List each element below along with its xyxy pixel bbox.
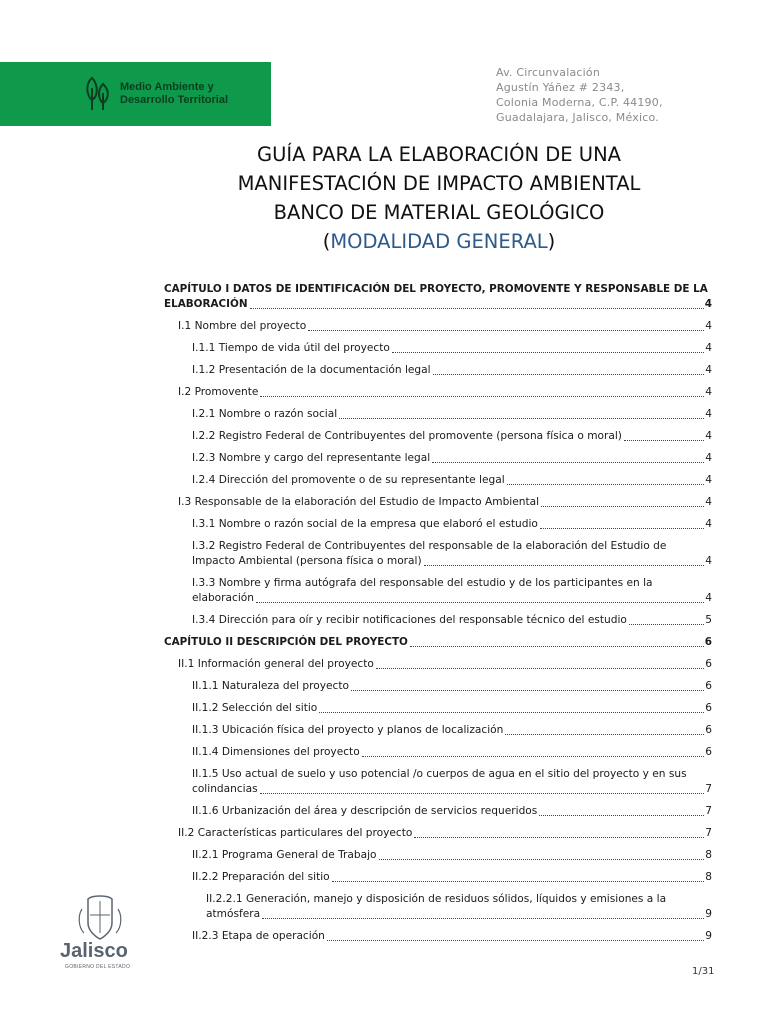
toc-entry-page: 6 <box>705 702 712 714</box>
toc-entry-page: 9 <box>705 908 712 920</box>
toc-entry-text: II.1.5 Uso actual de suelo y uso potencial /o cuerpos de agua en el sitio del proyecto y en sus colindancias <box>192 768 687 795</box>
toc-entry-page: 4 <box>705 592 712 604</box>
toc-entry-page: 4 <box>705 430 712 442</box>
title-line-1: GUÍA PARA LA ELABORACIÓN DE UNA <box>256 143 622 166</box>
toc-entry-page: 7 <box>705 805 712 817</box>
toc-dot-leader <box>379 858 704 860</box>
toc-entry-text: II.2.2 Preparación del sitio <box>192 871 330 883</box>
title-line-3: BANCO DE MATERIAL GEOLÓGICO <box>273 201 605 224</box>
toc-entry-text: I.2.3 Nombre y cargo del representante legal <box>192 452 431 464</box>
jalisco-logo-subtitle: GOBIERNO DEL ESTADO <box>65 964 131 970</box>
toc-entry[interactable] <box>192 723 712 738</box>
toc-entry-page: 4 <box>705 474 712 486</box>
title-modalidad <box>0 227 768 256</box>
toc-entry-text: II.1.2 Selección del sitio <box>192 702 318 714</box>
toc-entry-page: 4 <box>705 364 712 376</box>
toc-dot-leader <box>260 792 704 794</box>
toc-dot-leader <box>351 689 704 691</box>
org-name-line2: Desarrollo Territorial <box>120 94 228 106</box>
page-number: 1/31 <box>692 966 715 977</box>
toc-entry-page: 4 <box>705 496 712 508</box>
toc-dot-leader <box>308 329 704 331</box>
toc-entry-page: 9 <box>705 930 712 942</box>
toc-entry[interactable] <box>178 826 712 841</box>
toc-entry-text: I.3.4 Dirección para oír y recibir notificaciones del responsable técnico del estudio <box>192 614 627 626</box>
toc-entry[interactable] <box>192 451 712 466</box>
toc-dot-leader <box>260 395 704 397</box>
toc-entry-page: 7 <box>705 827 712 839</box>
toc-entry-text: II.1 Información general del proyecto <box>178 658 374 670</box>
toc-entry[interactable] <box>192 767 712 797</box>
org-banner <box>0 62 271 126</box>
toc-entry[interactable] <box>192 679 712 694</box>
toc-dot-leader <box>505 733 704 735</box>
toc-entry-page: 7 <box>705 783 712 795</box>
toc-entry-text: II.2.2.1 Generación, manejo y disposición de residuos sólidos, líquidos y emisiones a la atmósfera <box>206 893 667 920</box>
toc-entry-text: II.2 Características particulares del proyecto <box>178 827 413 839</box>
toc-entry-page: 4 <box>705 342 712 354</box>
toc-dot-leader <box>262 917 704 919</box>
toc-entry-text: II.1.6 Urbanización del área y descripción de servicios requeridos <box>192 805 538 817</box>
toc-entry[interactable] <box>192 429 712 444</box>
toc-dot-leader <box>327 939 704 941</box>
toc-entry-text: II.2.1 Programa General de Trabajo <box>192 849 377 861</box>
toc-entry-page: 6 <box>705 658 712 670</box>
toc-dot-leader <box>392 351 704 353</box>
toc-entry-text: I.1.2 Presentación de la documentación legal <box>192 364 431 376</box>
trees-icon <box>84 76 112 112</box>
toc-entry[interactable] <box>192 576 712 606</box>
toc-dot-leader <box>319 711 704 713</box>
toc-entry-page: 8 <box>705 871 712 883</box>
toc-entry-text: I.2 Promovente <box>178 386 259 398</box>
toc-entry-page: 6 <box>704 636 712 648</box>
toc-entry-page: 6 <box>705 680 712 692</box>
toc-entry-text: I.2.4 Dirección del promovente o de su representante legal <box>192 474 505 486</box>
toc-dot-leader <box>541 505 704 507</box>
toc-dot-leader <box>507 483 704 485</box>
toc-entry[interactable] <box>192 745 712 760</box>
toc-entry[interactable] <box>192 473 712 488</box>
org-name <box>120 81 228 107</box>
jalisco-logo-name: Jalisco <box>60 940 128 962</box>
org-name-line1: Medio Ambiente y <box>120 81 214 93</box>
toc-dot-leader <box>433 373 704 375</box>
toc-entry-text: II.1.4 Dimensiones del proyecto <box>192 746 360 758</box>
toc-dot-leader <box>339 417 704 419</box>
toc-entry-page: 8 <box>705 849 712 861</box>
toc-dot-leader <box>256 601 704 603</box>
address-line: Colonia Moderna, C.P. 44190, <box>496 96 663 109</box>
modalidad-text: MODALIDAD GENERAL <box>330 230 548 253</box>
toc-entry[interactable] <box>178 319 712 334</box>
toc-entry-text: I.3.1 Nombre o razón social de la empresa que elaboró el estudio <box>192 518 538 530</box>
address-line: Av. Circunvalación <box>496 66 600 79</box>
toc-entry-page: 4 <box>705 555 712 567</box>
toc-dot-leader <box>540 527 704 529</box>
toc-chapter-entry[interactable] <box>164 282 712 312</box>
toc-entry-text: I.1.1 Tiempo de vida útil del proyecto <box>192 342 390 354</box>
toc-dot-leader <box>362 755 704 757</box>
toc-dot-leader <box>376 667 704 669</box>
toc-entry[interactable] <box>192 407 712 422</box>
toc-entry[interactable] <box>192 870 712 885</box>
toc-entry[interactable] <box>192 363 712 378</box>
toc-entry-page: 4 <box>705 386 712 398</box>
toc-entry-page: 4 <box>704 298 712 310</box>
toc-dot-leader <box>629 623 704 625</box>
document-title <box>0 140 768 256</box>
toc-entry-page: 4 <box>705 408 712 420</box>
address-line: Agustín Yáñez # 2343, <box>496 81 625 94</box>
toc-chapter-entry[interactable] <box>164 635 712 650</box>
toc-entry[interactable] <box>192 613 712 628</box>
toc-entry-text: I.2.1 Nombre o razón social <box>192 408 338 420</box>
toc-dot-leader <box>432 461 704 463</box>
toc-entry-text: I.3 Responsable de la elaboración del Estudio de Impacto Ambiental <box>178 496 540 508</box>
toc-dot-leader <box>332 880 704 882</box>
address-block <box>496 65 663 125</box>
toc-entry-page: 4 <box>705 452 712 464</box>
toc-dot-leader <box>624 439 704 441</box>
table-of-contents <box>164 282 712 951</box>
title-line-2: MANIFESTACIÓN DE IMPACTO AMBIENTAL <box>237 172 641 195</box>
toc-entry[interactable] <box>192 341 712 356</box>
toc-entry[interactable] <box>206 892 712 922</box>
toc-entry-page: 4 <box>705 320 712 332</box>
toc-entry-page: 5 <box>705 614 712 626</box>
toc-entry-text: I.3.3 Nombre y firma autógrafa del responsable del estudio y de los participantes en la elaboración <box>192 577 653 604</box>
toc-entry-text: I.1 Nombre del proyecto <box>178 320 307 332</box>
toc-entry[interactable] <box>192 701 712 716</box>
toc-entry-text: I.3.2 Registro Federal de Contribuyentes del responsable de la elaboración del Estudio de Impacto Ambiental (persona física o moral) <box>192 540 667 567</box>
toc-entry-text: I.2.2 Registro Federal de Contribuyentes del promovente (persona física o moral) <box>192 430 622 442</box>
toc-entry[interactable] <box>192 929 712 944</box>
toc-entry[interactable] <box>192 517 712 532</box>
toc-entry-page: 4 <box>705 518 712 530</box>
toc-entry-text: II.2.3 Etapa de operación <box>192 930 325 942</box>
jalisco-crest-icon <box>60 893 140 943</box>
toc-dot-leader <box>424 564 704 566</box>
toc-dot-leader <box>250 307 704 309</box>
toc-entry[interactable] <box>178 495 712 510</box>
toc-entry-text: CAPÍTULO I DATOS DE IDENTIFICACIÓN DEL PROYECTO, PROMOVENTE Y RESPONSABLE DE LA ELABORACIÓN <box>164 283 708 310</box>
toc-entry-text: CAPÍTULO II DESCRIPCIÓN DEL PROYECTO <box>164 636 408 648</box>
paren-close: ) <box>547 230 556 253</box>
toc-entry-page: 6 <box>705 724 712 736</box>
address-line: Guadalajara, Jalisco, México. <box>496 111 659 124</box>
toc-entry[interactable] <box>192 848 712 863</box>
toc-entry[interactable] <box>192 804 712 819</box>
toc-entry[interactable] <box>178 657 712 672</box>
toc-entry-text: II.1.3 Ubicación física del proyecto y planos de localización <box>192 724 504 736</box>
toc-entry[interactable] <box>192 539 712 569</box>
toc-entry-page: 6 <box>705 746 712 758</box>
toc-entry-text: II.1.1 Naturaleza del proyecto <box>192 680 349 692</box>
toc-dot-leader <box>410 645 704 647</box>
toc-entry[interactable] <box>178 385 712 400</box>
paren-open: ( <box>322 230 331 253</box>
toc-dot-leader <box>539 814 704 816</box>
toc-dot-leader <box>414 836 704 838</box>
